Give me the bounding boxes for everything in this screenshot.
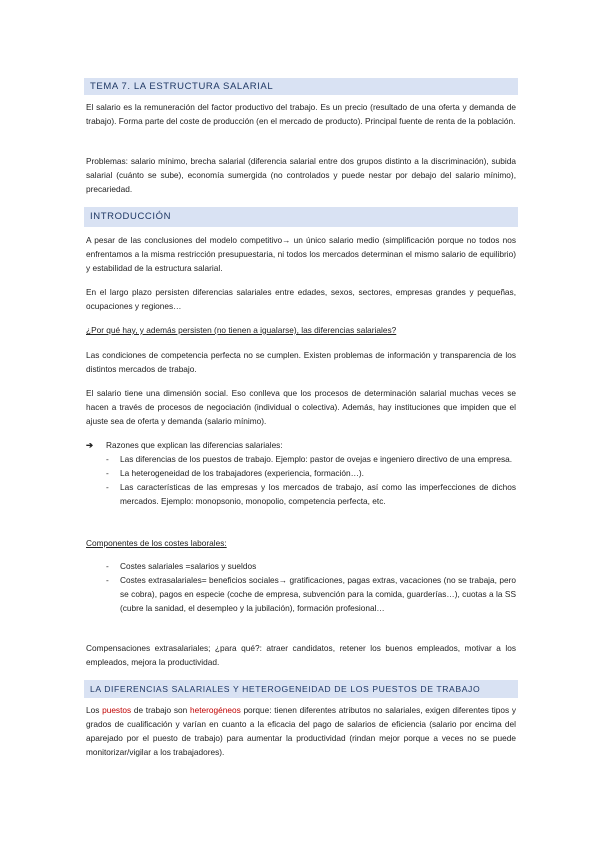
highlight-heterogeneos: heterogéneos <box>189 705 241 715</box>
text-segment: porque: tienen diferentes atributos no salariales, exigen diferentes tipos y grados de cualificación y varían en cuanto a la eficacia del pago de salarios de eficiencia (salario por encima del aparejado por el puesto de trabajo) para aumentar la productividad (rindan mejor porque a veces no se puede monitorizar/vigilar a los trabajadores). <box>86 705 516 757</box>
text-segment: Los <box>86 705 103 715</box>
section-header-diferencias: LA DIFERENCIAS SALARIALES Y HETEROGENEIDAD DE LOS PUESTOS DE TRABAJO <box>84 680 518 698</box>
componentes-heading: Componentes de los costes laborales: <box>86 538 227 548</box>
list-item: - Las diferencias de los puestos de trabajo. Ejemplo: pastor de ovejas e ingeniero directivo de una empresa. <box>106 452 516 466</box>
componentes-list <box>106 559 516 615</box>
paragraph-dimension-social: El salario tiene una dimensión social. Eso conlleva que los procesos de determinación salarial muchas veces se hacen a través de procesos de negociación (individual o colectiva). Además, hay instituciones que impiden que el ajuste sea de oferta y demanda (salario mínimo). <box>86 388 516 426</box>
list-item: - La heterogeneidad de los trabajadores (experiencia, formación…). <box>106 466 516 480</box>
paragraph-largo-plazo: En el largo plazo persisten diferencias salariales entre edades, sexos, sectores, empresas grandes y pequeñas, ocupaciones y regiones… <box>86 287 516 311</box>
highlight-puestos: puestos <box>102 705 132 715</box>
razones-title: Razones que explican las diferencias salariales: <box>106 440 283 450</box>
paragraph-modelo-competitivo: A pesar de las conclusiones del modelo competitivo→ un único salario medio (simplificación porque no todos nos enfrentamos a la misma restricción presupuestaria, ni todos los mercados determinan el mismo salario de equilibrio) y estabilidad de la estructura salarial. <box>86 235 516 273</box>
section-header-introduccion: INTRODUCCIÓN <box>84 207 518 227</box>
question-why-differences: ¿Por qué hay, y además persisten (no tienen a igualarse), las diferencias salariales? <box>86 325 397 335</box>
list-item: - Las características de las empresas y los mercados de trabajo, así como las imperfecciones de dichos mercados. Ejemplo: monopsonio, monopolio, competencia perfecta, etc. <box>106 480 516 508</box>
paragraph-compensaciones: Compensaciones extrasalariales; ¿para qué?: atraer candidatos, retener los buenos empleados, motivar a los empleados, mejora la productividad. <box>86 643 516 667</box>
paragraph-salario: El salario es la remuneración del factor productivo del trabajo. Es un precio (resultado de una oferta y demanda de trabajo). Forma parte del coste de producción (en el mercado de producto). Principal fuente de renta de la población. <box>86 102 516 126</box>
paragraph-problemas: Problemas: salario mínimo, brecha salarial (diferencia salarial entre dos grupos distinto a la discriminación), subida salarial (cuánto se sube), economía sumergida (no controlados y puede nestar por debajo del salario mínimo), precariedad. <box>86 156 516 194</box>
razones-list <box>106 452 516 508</box>
list-item: - Costes salariales =salarios y sueldos <box>106 559 516 573</box>
text-segment: de trabajo son <box>131 705 190 715</box>
paragraph-puestos-heterogeneos <box>86 703 516 759</box>
list-item: - Costes extrasalariales= beneficios sociales→ gratificaciones, pagas extras, vacaciones (no se trabaja, pero se cobra), pagos en especie (coche de empresa, subvención para la comida, guarderías…), cuotas a la SS (cubre la sanidad, el desempleo y la jubilación), formación profesional… <box>106 573 516 615</box>
razones-heading <box>86 438 283 452</box>
section-header-tema: TEMA 7. LA ESTRUCTURA SALARIAL <box>84 78 518 95</box>
paragraph-competencia: Las condiciones de competencia perfecta no se cumplen. Existen problemas de información y transparencia de los distintos mercados de trabajo. <box>86 350 516 374</box>
arrow-right-icon: ➔ <box>86 440 93 450</box>
